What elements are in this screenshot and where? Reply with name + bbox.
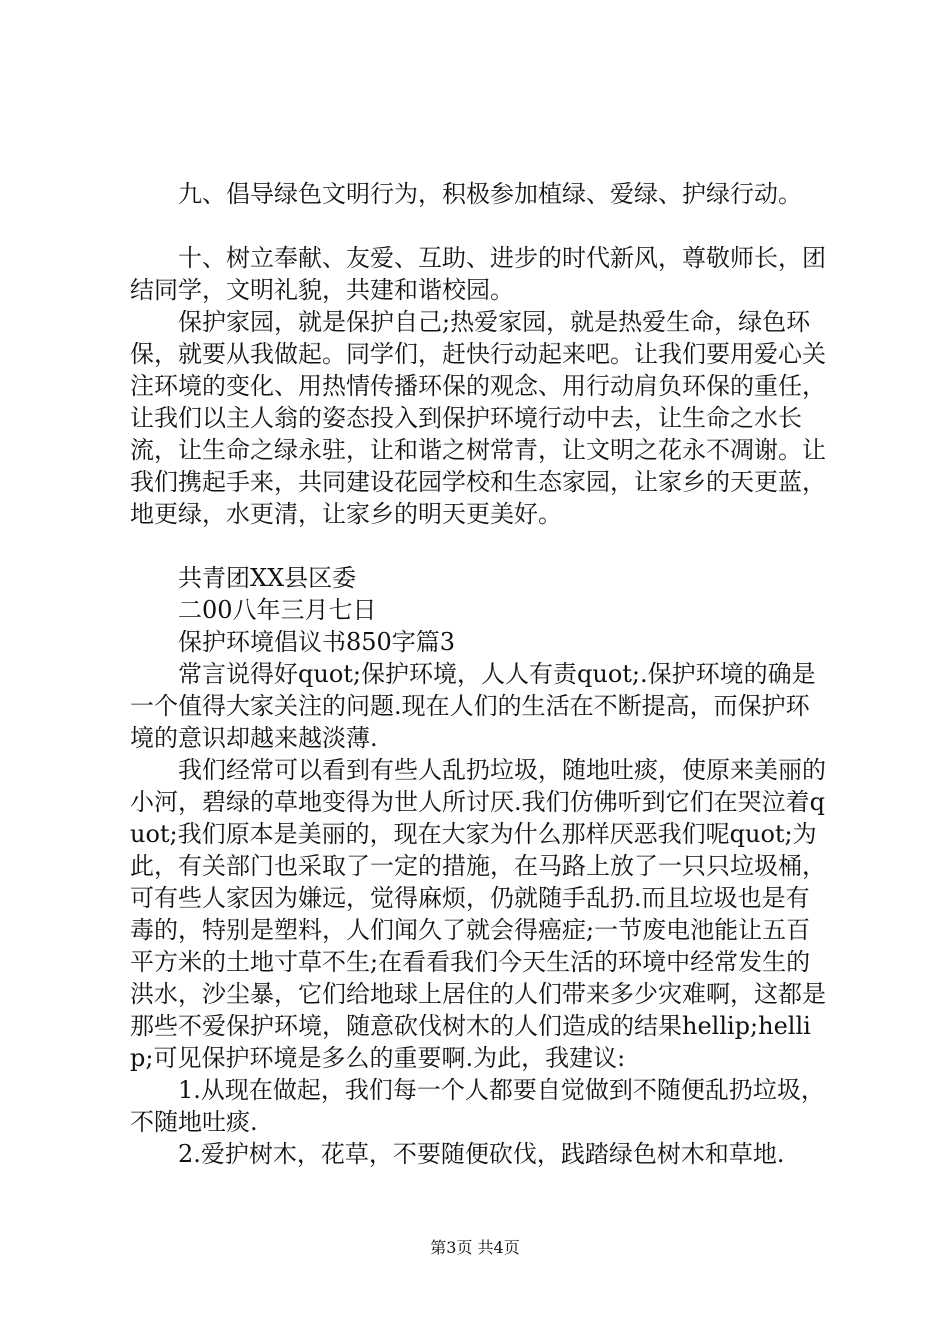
page-footer: 第3页 共4页 <box>430 1238 520 1257</box>
paragraph-block-1 <box>130 178 830 210</box>
paragraph-observations: 我们经常可以看到有些人乱扔垃圾，随地吐痰，使原来美丽的小河，碧绿的草地变得为世人所讨厌.我们仿佛听到它们在哭泣着quot;我们原本是美丽的，现在大家为什么那样厌恶我们呢quot;为此，有关部门也采取了一定的措施，在马路上放了一只只垃圾桶，可有些人家因为嫌远，觉得麻烦，仍就随手乱扔.而且垃圾也是有毒的，特别是塑料，人们闻久了就会得癌症;一节废电池能让五百平方米的土地寸草不生;在看看我们今天生活的环境中经常发生的洪水，沙尘暴，它们给地球上居住的人们带来多少灾难啊，这都是那些不爱保护环境，随意砍伐树木的人们造成的结果hellip;hellip;可见保护环境是多么的重要啊.为此，我建议: <box>130 756 826 1072</box>
paragraph-common-saying: 常言说得好quot;保护环境，人人有责quot;.保护环境的确是一个值得大家关注的问题.现在人们的生活在不断提高，而保护环境的意识却越来越淡薄. <box>130 660 816 752</box>
paragraph-block-2 <box>130 242 830 530</box>
paragraph-item-ten: 十、树立奉献、友爱、互助、进步的时代新风，尊敬师长，团结同学，文明礼貌，共建和谐校园。 <box>130 244 826 304</box>
proposal-item-2: 2.爱护树木，花草，不要随便砍伐，践踏绿色树木和草地. <box>178 1140 785 1168</box>
signature-organization: 共青团XX县区委 <box>178 564 357 592</box>
paragraph-block-3 <box>130 562 830 1170</box>
paragraph-item-nine: 九、倡导绿色文明行为，积极参加植绿、爱绿、护绿行动。 <box>178 180 802 208</box>
paragraph-protect-home: 保护家园，就是保护自己;热爱家园，就是热爱生命，绿色环保，就要从我做起。同学们，赶快行动起来吧。让我们要用爱心关注环境的变化、用热情传播环保的观念、用行动肩负环保的重任，让我们以主人翁的姿态投入到保护环境行动中去，让生命之水长流，让生命之绿永驻，让和谐之树常青，让文明之花永不凋谢。让我们携起手来，共同建设花园学校和生态家园，让家乡的天更蓝，地更绿，水更清，让家乡的明天更美好。 <box>130 308 826 528</box>
section-title: 保护环境倡议书850字篇3 <box>178 628 456 656</box>
proposal-item-1: 1.从现在做起，我们每一个人都要自觉做到不随便乱扔垃圾，不随地吐痰. <box>130 1076 825 1136</box>
signature-date: 二00八年三月七日 <box>178 596 377 624</box>
